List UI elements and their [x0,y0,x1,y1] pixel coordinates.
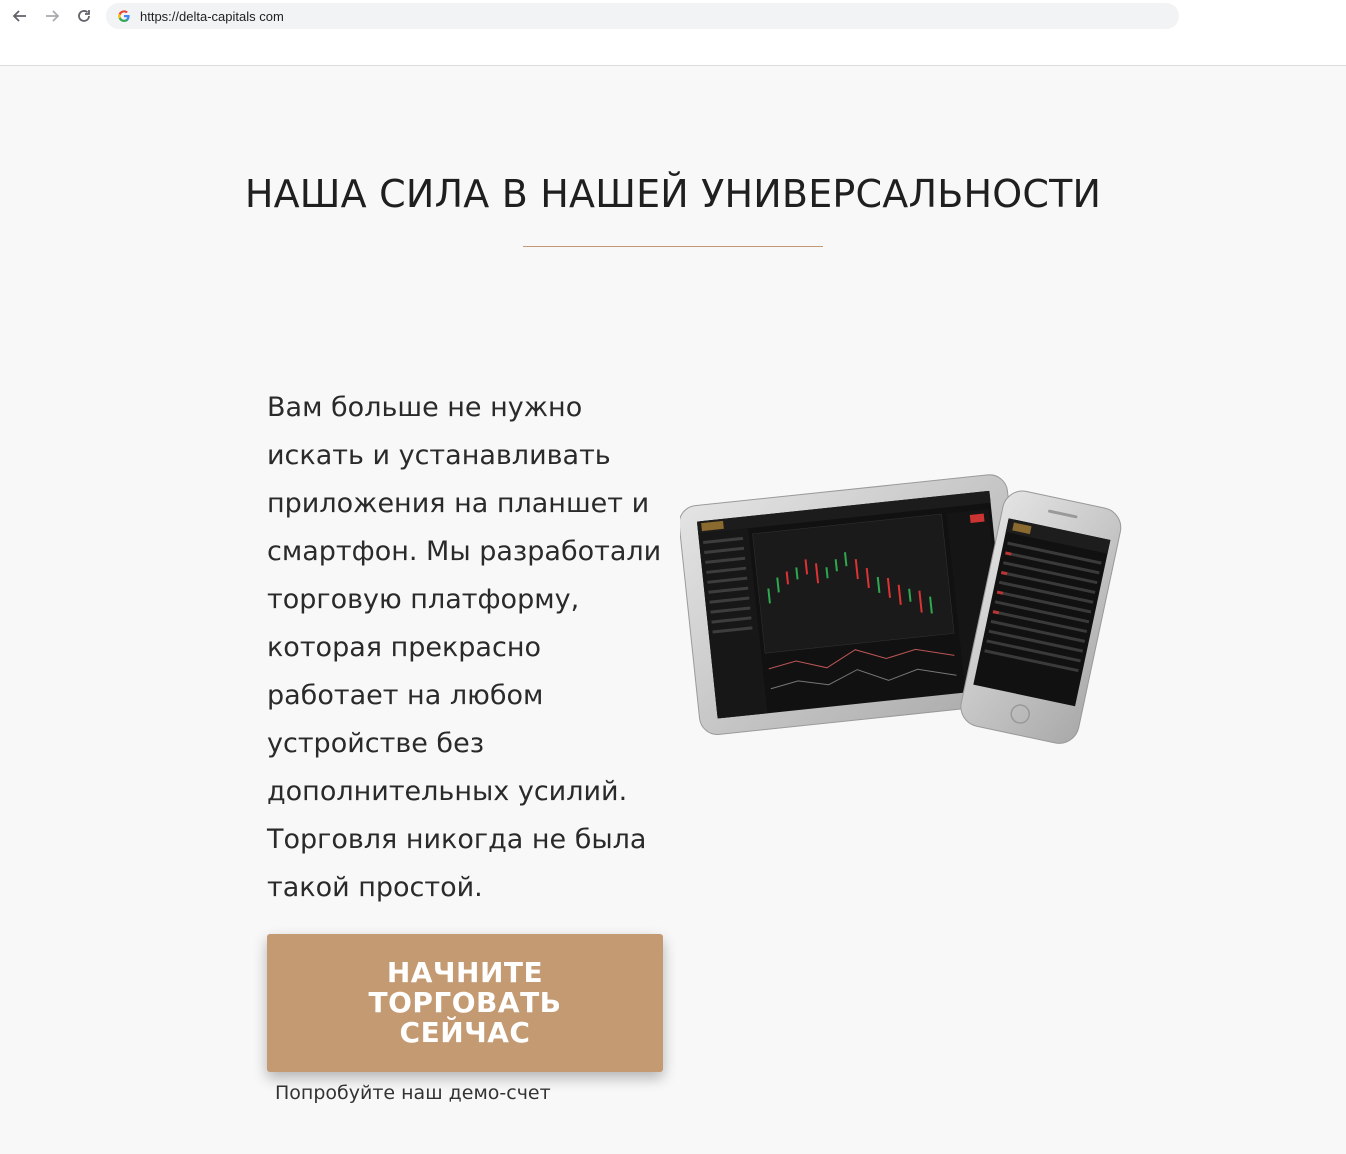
title-divider [523,246,823,247]
demo-account-link[interactable]: Попробуйте наш демо-счет [275,1082,551,1104]
arrow-left-icon [12,8,28,24]
start-trading-label: НАЧНИТЕ ТОРГОВАТЬ СЕЙЧАС [368,956,562,1049]
description-text: Вам больше не нужно искать и устанавливать приложения на планшет и смартфон. Мы разработали торговую платформу, которая прекрасно работает на любом устройстве без дополнительных усилий. Торговля никогда не была такой простой. [267,392,662,903]
arrow-right-icon [44,8,60,24]
reload-button[interactable] [72,5,96,27]
browser-toolbar [0,0,1346,66]
reload-icon [76,8,92,24]
google-icon [116,8,132,24]
address-bar[interactable] [106,3,1179,29]
start-trading-button[interactable] [267,934,663,1072]
back-button[interactable] [8,5,32,27]
devices-illustration [680,470,1125,745]
url-text[interactable]: https://delta-capitals com [140,8,284,24]
page-title: НАША СИЛА В НАШЕЙ УНИВЕРСАЛЬНОСТИ [244,172,1102,216]
forward-button[interactable] [40,5,64,27]
